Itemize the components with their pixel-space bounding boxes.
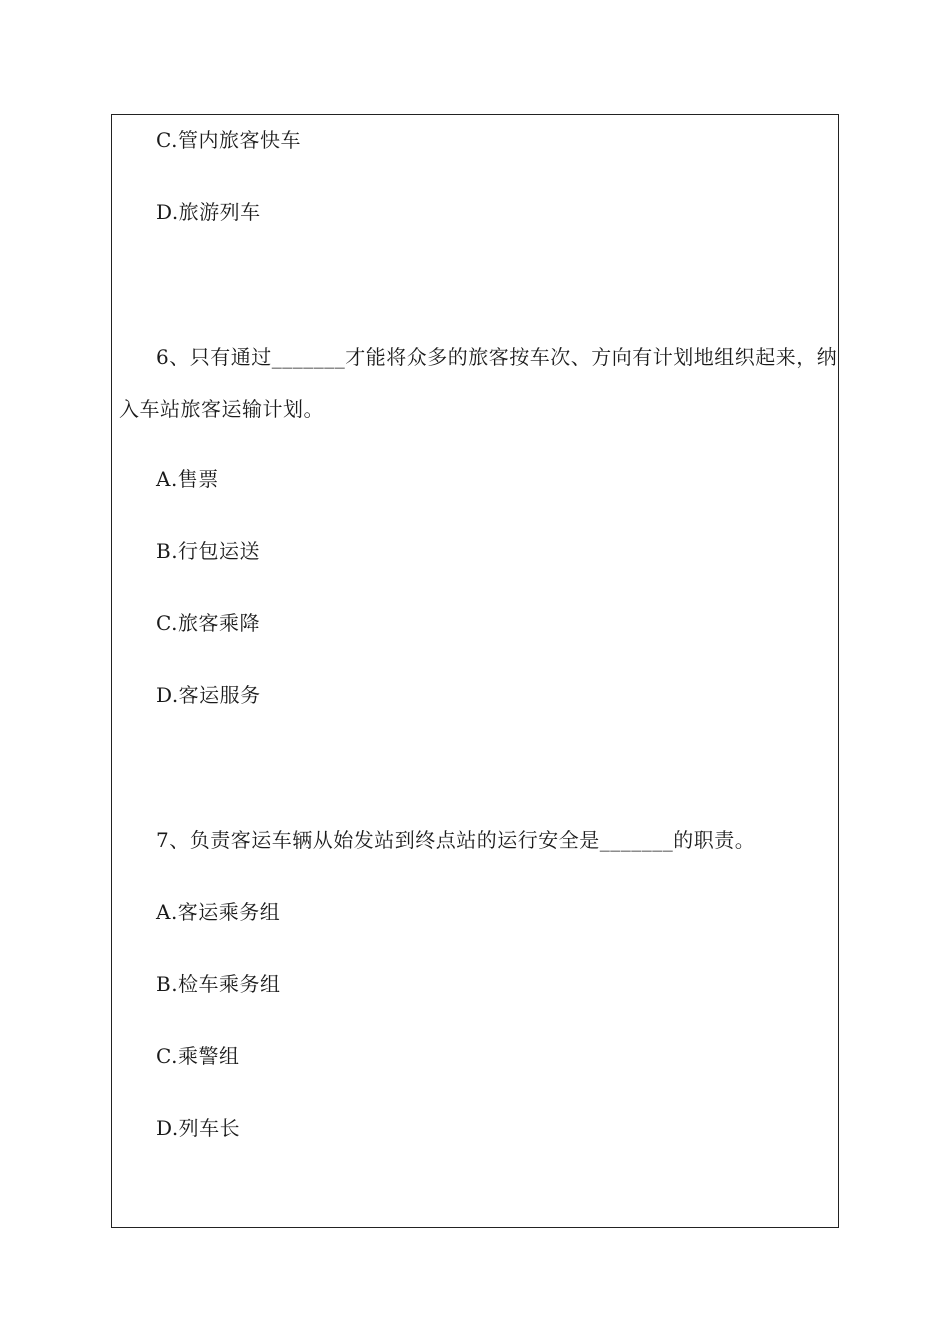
q6-option-b: B.行包运送	[156, 539, 261, 563]
q7-stem: 7、负责客运车辆从始发站到终点站的运行安全是_______的职责。	[156, 828, 756, 852]
q6-option-c: C.旅客乘降	[156, 611, 260, 635]
q7-option-c: C.乘警组	[156, 1044, 240, 1068]
q5-option-d: D.旅游列车	[156, 200, 261, 224]
q7-option-a: A.客运乘务组	[156, 900, 281, 924]
q5-option-c: C.管内旅客快车	[156, 128, 301, 152]
q6-option-a: A.售票	[156, 467, 219, 491]
q7-option-b: B.检车乘务组	[156, 972, 281, 996]
q6-option-d: D.客运服务	[156, 683, 261, 707]
q6-stem-line2: 入车站旅客运输计划。	[119, 397, 324, 421]
q6-stem-line1: 6、只有通过_______才能将众多的旅客按车次、方向有计划地组织起来，纳	[156, 345, 838, 369]
q7-option-d: D.列车长	[156, 1116, 241, 1140]
